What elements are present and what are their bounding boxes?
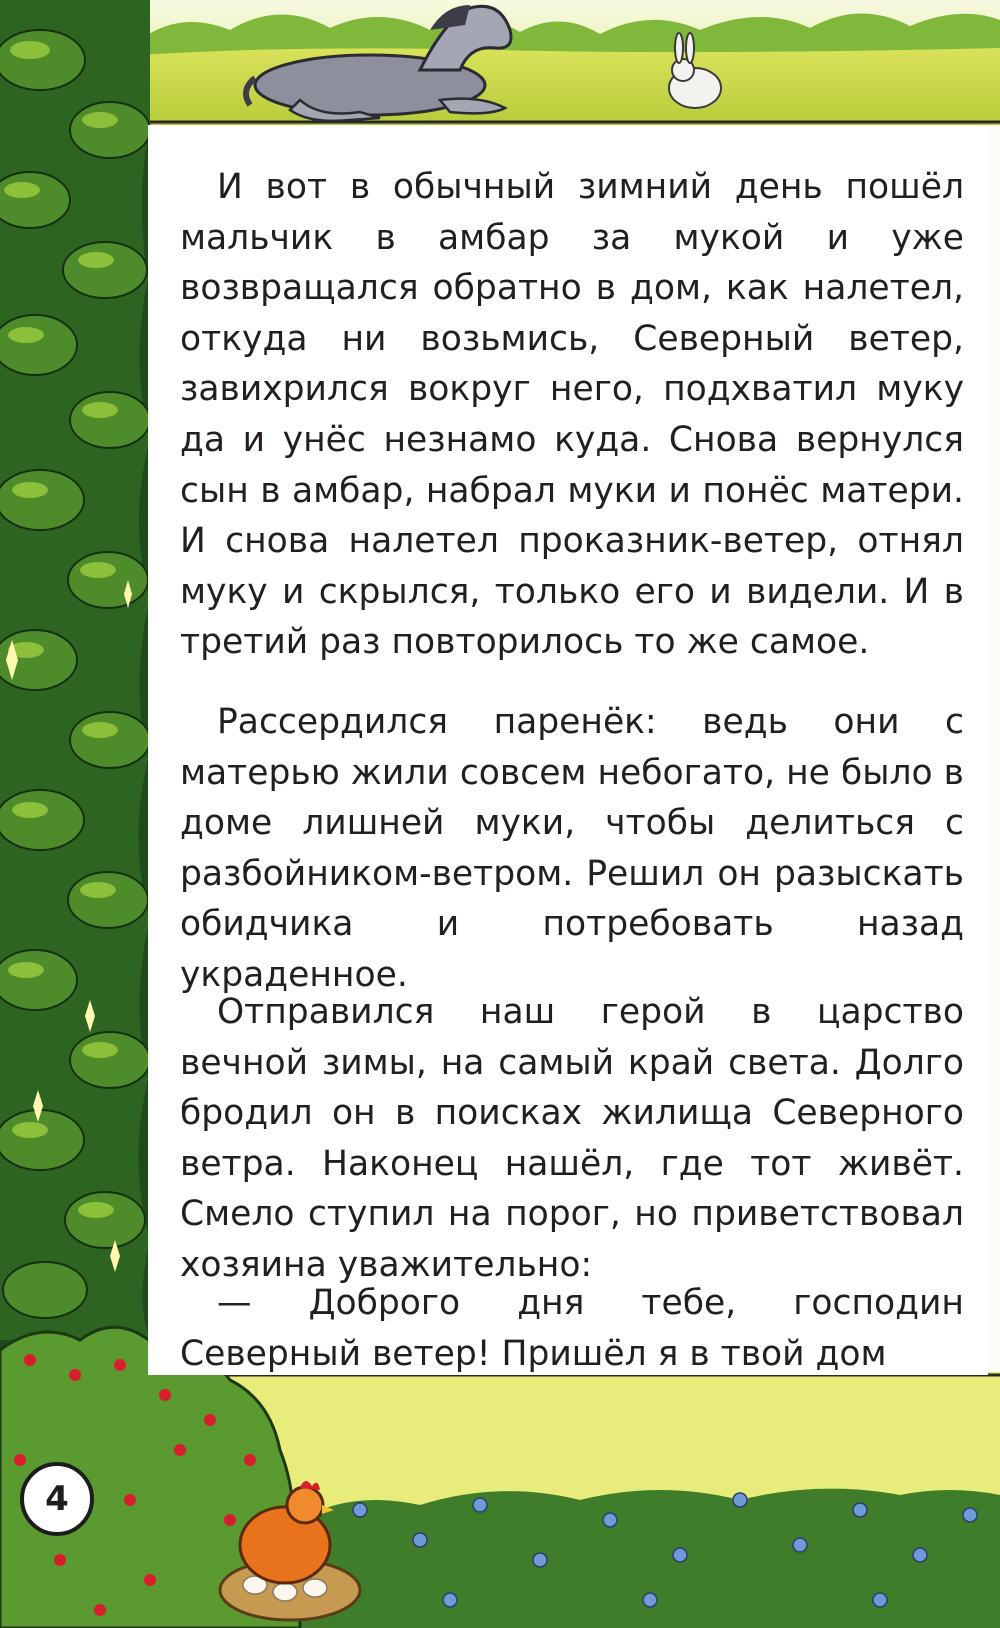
story-paragraph: И вот в обычный зимний день пошёл мальчик в амбар за мукой и уже возвращался обратно в дом, как налетел, откуда ни возьмись, Северный ветер, завихрился вокруг него, подхватил муку да и унёс незнамо куда. Снова вернулся сын в амбар, набрал муки и понёс матери. И снова налетел проказник-ветер, отнял муку и скрылся, только его и видели. И в третий раз повторилось то же самое. bbox=[180, 167, 964, 663]
page-number: 4 bbox=[20, 1462, 94, 1536]
story-paragraph: Отправился наш герой в царство вечной зимы, на самый край света. Долго бродил он в поисках жилища Северного ветра. Наконец нашёл, где тот живёт. Смело ступил на порог, но приветствовал хозяина уважительно: bbox=[180, 992, 964, 1285]
story-paragraph: — Доброго дня тебе, господин Северный ветер! Пришёл я в твой дом bbox=[180, 1283, 964, 1374]
story-paragraph: Рассердился паренёк: ведь они с матерью жили совсем небогато, не было в доме лишней муки, чтобы делиться с разбойником-ветром. Решил он разыскать обидчика и потребовать назад украденное. bbox=[180, 702, 964, 995]
